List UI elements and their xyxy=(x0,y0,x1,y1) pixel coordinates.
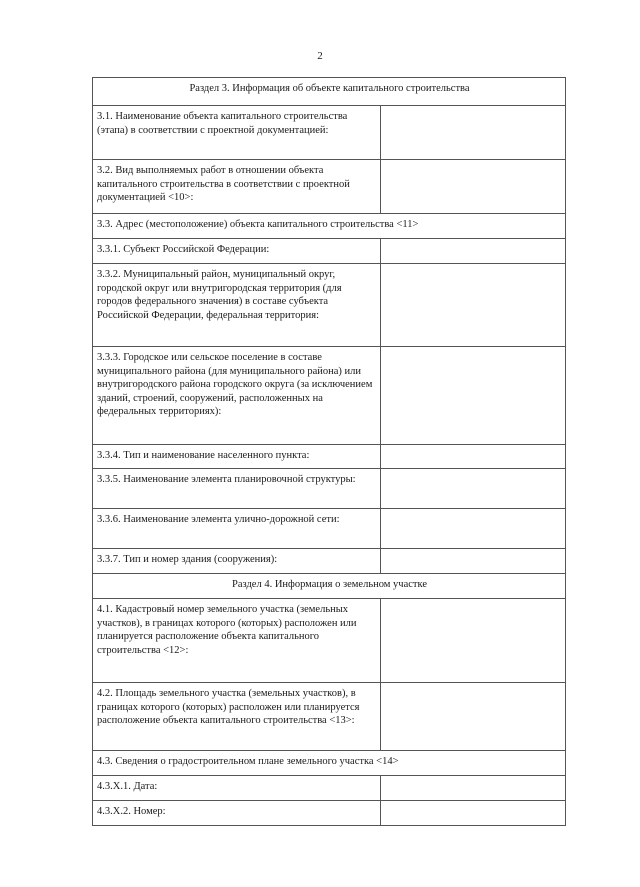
field-value-4-3-x-2[interactable] xyxy=(381,801,566,826)
table-row xyxy=(93,160,566,214)
field-value-3-3-6[interactable] xyxy=(381,509,566,549)
table-row xyxy=(93,106,566,160)
field-value-3-3-7[interactable] xyxy=(381,549,566,574)
field-label-3-3-6: 3.3.6. Наименование элемента улично-дорожной сети: xyxy=(93,509,381,549)
field-label-4-2: 4.2. Площадь земельного участка (земельных участков), в границах которого (которых) расположен или планируется расположение объекта капитального строительства <13>: xyxy=(93,683,381,751)
table-row xyxy=(93,264,566,347)
field-label-3-3-4: 3.3.4. Тип и наименование населенного пункта: xyxy=(93,445,381,469)
field-value-4-3-x-1[interactable] xyxy=(381,776,566,801)
field-label-3-3-3: 3.3.3. Городское или сельское поселение в составе муниципального района (для муниципального района) или внутригородского района городского округа (за исключением зданий, строений, сооружений, расположенных на федеральных территориях): xyxy=(93,347,381,445)
field-value-4-1[interactable] xyxy=(381,599,566,683)
table-row xyxy=(93,239,566,264)
field-label-4-3: 4.3. Сведения о градостроительном плане земельного участка <14> xyxy=(93,751,566,776)
table-row xyxy=(93,469,566,509)
field-label-3-3: 3.3. Адрес (местоположение) объекта капитального строительства <11> xyxy=(93,214,566,239)
table-row xyxy=(93,347,566,445)
section-3-title: Раздел 3. Информация об объекте капитального строительства xyxy=(93,78,566,106)
field-value-3-3-1[interactable] xyxy=(381,239,566,264)
field-value-4-2[interactable] xyxy=(381,683,566,751)
table-row xyxy=(93,776,566,801)
table-row xyxy=(93,751,566,776)
field-label-3-3-1: 3.3.1. Субъект Российской Федерации: xyxy=(93,239,381,264)
section-4-header-row xyxy=(93,574,566,599)
field-label-3-2: 3.2. Вид выполняемых работ в отношении объекта капитального строительства в соответствии с проектной документацией <10>: xyxy=(93,160,381,214)
table-row xyxy=(93,549,566,574)
table-row xyxy=(93,509,566,549)
table-row xyxy=(93,683,566,751)
application-form-table xyxy=(92,77,566,826)
field-label-4-1: 4.1. Кадастровый номер земельного участка (земельных участков), в границах которого (которых) расположен или планируется расположение объекта капитального строительства <12>: xyxy=(93,599,381,683)
field-value-3-3-5[interactable] xyxy=(381,469,566,509)
field-value-3-3-4[interactable] xyxy=(381,445,566,469)
field-label-3-3-2: 3.3.2. Муниципальный район, муниципальный округ, городской округ или внутригородская территория (для городов федерального значения) в составе субъекта Российской Федерации, федеральная территория: xyxy=(93,264,381,347)
table-row xyxy=(93,599,566,683)
page-number: 2 xyxy=(317,50,323,62)
field-value-3-2[interactable] xyxy=(381,160,566,214)
field-value-3-3-3[interactable] xyxy=(381,347,566,445)
section-3-header-row xyxy=(93,78,566,106)
field-label-3-1: 3.1. Наименование объекта капитального строительства (этапа) в соответствии с проектной документацией: xyxy=(93,106,381,160)
field-value-3-1[interactable] xyxy=(381,106,566,160)
field-value-3-3-2[interactable] xyxy=(381,264,566,347)
field-label-3-3-5: 3.3.5. Наименование элемента планировочной структуры: xyxy=(93,469,381,509)
table-row xyxy=(93,445,566,469)
section-4-title: Раздел 4. Информация о земельном участке xyxy=(93,574,566,599)
table-row xyxy=(93,801,566,826)
field-label-4-3-x-1: 4.3.Х.1. Дата: xyxy=(93,776,381,801)
field-label-4-3-x-2: 4.3.Х.2. Номер: xyxy=(93,801,381,826)
field-label-3-3-7: 3.3.7. Тип и номер здания (сооружения): xyxy=(93,549,381,574)
table-row xyxy=(93,214,566,239)
